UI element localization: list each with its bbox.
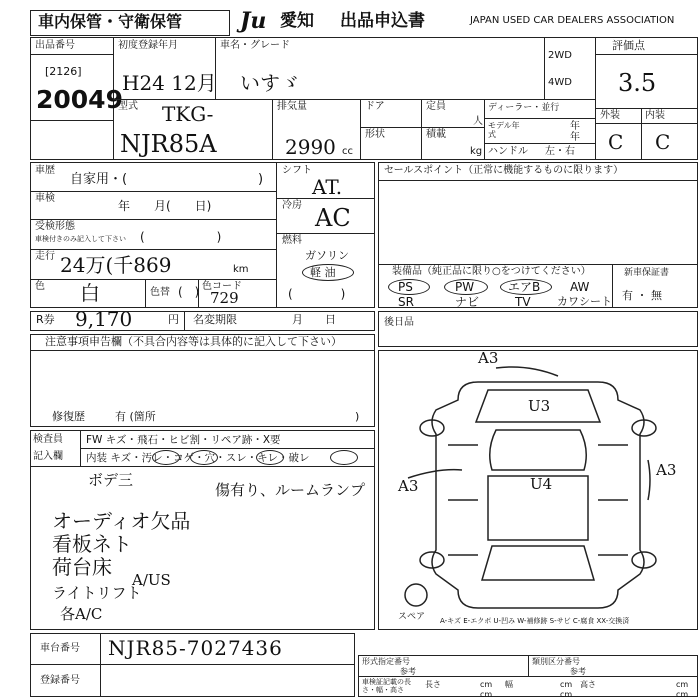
divider xyxy=(30,249,276,250)
chassis-value: NJR85-7027436 xyxy=(108,636,283,660)
inspector-label: 検査員 xyxy=(33,434,63,445)
ac-label: 冷房 xyxy=(282,200,302,211)
color-label: 色 xyxy=(35,281,45,292)
equip-aw: AW xyxy=(570,280,590,294)
entry-label: 記入欄 xyxy=(33,451,63,462)
divider xyxy=(276,162,277,308)
registration-label: 登録番号 xyxy=(40,675,80,686)
a3-top-mark xyxy=(496,367,558,376)
history-value: 自家用・( xyxy=(70,172,128,187)
fuel-label: 燃料 xyxy=(282,235,302,246)
first-reg-label: 初度登録年月 xyxy=(118,40,178,51)
ext-label: 外装 xyxy=(600,110,620,121)
repair-paren-close: ) xyxy=(355,410,360,423)
storage-title: 車内保管・守衛保管 xyxy=(38,12,183,31)
divider xyxy=(198,279,199,308)
divider xyxy=(641,108,642,160)
ac-value: AC xyxy=(315,204,351,232)
equip-navi: ナビ xyxy=(455,295,480,309)
divider xyxy=(421,99,422,160)
fuel-gas: ガソリン xyxy=(305,249,349,262)
divider xyxy=(80,448,375,449)
history-label: 車歴 xyxy=(35,165,55,176)
divider xyxy=(30,54,113,55)
handle-value: 左・右 xyxy=(545,146,575,157)
divider xyxy=(484,143,595,144)
color-value: 白 xyxy=(80,281,100,305)
hand-note-6: ライトリフト xyxy=(52,584,142,602)
divider xyxy=(595,54,698,55)
r-ticket-unit: 円 xyxy=(168,313,179,326)
int-value: C xyxy=(655,130,671,154)
windshield-outline xyxy=(490,430,587,470)
ref-label-1: 参考 xyxy=(400,667,416,676)
model-prefix: TKG- xyxy=(162,102,214,126)
hand-note-5: 荷台床 xyxy=(52,555,112,579)
cm-1: cm xyxy=(480,680,493,689)
divider xyxy=(30,350,375,351)
later-docs-label: 後日品 xyxy=(384,317,414,328)
mileage-value: 24万(千869 xyxy=(60,253,172,277)
divider xyxy=(528,655,529,676)
divider xyxy=(272,99,273,160)
org-name: 愛知 xyxy=(280,11,314,31)
lot-sub: [2126] xyxy=(45,65,82,78)
format-label: 形式指定番号 xyxy=(362,657,410,666)
color-code-label: 色コード xyxy=(202,281,242,292)
divider xyxy=(612,264,613,308)
doc-title: 出品申込書 xyxy=(340,11,425,31)
inspect-value: 年 月( 日) xyxy=(118,199,212,213)
cm-4: cm xyxy=(480,690,493,699)
divider xyxy=(30,219,276,220)
equip-leather: カワシート xyxy=(557,295,612,308)
equip-tv: TV xyxy=(515,295,531,309)
color-change-label: 色替 xyxy=(150,287,170,298)
notes-label: 注意事項申告欄（不具合内容等は具体的に記入して下さい） xyxy=(45,335,342,348)
interior-line: 内装 キズ・汚レ・コゲ・穴・スレ・キレ・破レ xyxy=(86,452,310,464)
dealer-label: ディーラー・並行 xyxy=(488,103,560,113)
divider xyxy=(360,99,361,160)
model-year-label: モデル年式 xyxy=(488,121,520,139)
displacement-unit: cc xyxy=(342,146,353,157)
cm-6: cm xyxy=(676,690,689,699)
equip-ps-circle xyxy=(388,279,430,295)
dirt-circle xyxy=(152,450,180,465)
ref-label-2: 参考 xyxy=(570,667,586,676)
shape-label: 形状 xyxy=(365,129,385,140)
hand-note-2: 傷有り、ルームランプ xyxy=(215,481,366,499)
divider xyxy=(595,37,596,160)
divider xyxy=(378,180,698,181)
hand-note-7: 各A/C xyxy=(60,605,103,623)
score-value: 3.5 xyxy=(618,69,657,97)
score-label: 評価点 xyxy=(612,39,645,52)
divider xyxy=(276,198,375,199)
width-label: 幅 xyxy=(505,680,513,689)
rear-glass-outline xyxy=(482,546,594,580)
sales-label: セールスポイント（正常に機能するものに限ります） xyxy=(384,165,624,176)
capacity-label: 定員 xyxy=(426,101,446,112)
divider xyxy=(358,676,698,677)
divider xyxy=(360,127,484,128)
load-unit: kg xyxy=(470,146,483,157)
divider xyxy=(276,233,375,234)
warranty-value: 有 ・ 無 xyxy=(622,289,662,302)
divider xyxy=(595,123,698,124)
repair-label: 修復歴 xyxy=(52,410,85,423)
equip-airbag: エアB xyxy=(508,280,541,294)
damage-u4: U4 xyxy=(530,475,553,493)
ext-value: C xyxy=(608,130,624,154)
renew-label: 名変期限 xyxy=(193,313,237,326)
a3-right-mark xyxy=(648,460,650,500)
cm-5: cm xyxy=(560,690,573,699)
chassis-label: 車台番号 xyxy=(40,643,80,654)
hand-note-8: A/US xyxy=(132,571,171,589)
displacement-label: 排気量 xyxy=(277,101,307,112)
equip-airbag-circle xyxy=(500,279,552,295)
car-name-value: いすゞ xyxy=(240,71,300,95)
cm-3: cm xyxy=(676,680,689,689)
door-label: ドア xyxy=(365,101,385,112)
inspect-label: 車検 xyxy=(35,193,55,204)
divider xyxy=(30,120,113,121)
model-value: NJR85A xyxy=(120,130,217,158)
hand-note-4: 看板ネト xyxy=(52,532,132,556)
first-reg-value: H24 12月 xyxy=(122,71,217,95)
burn-circle xyxy=(190,450,218,465)
form-label: 受検形態 xyxy=(35,221,75,232)
mileage-label: 走行 xyxy=(35,251,55,262)
shift-value: AT. xyxy=(312,175,343,199)
ju-logo: Ju xyxy=(240,8,267,34)
divider xyxy=(595,108,698,109)
divider xyxy=(30,191,276,192)
scuff-circle xyxy=(256,450,284,465)
equip-sr: SR xyxy=(398,295,414,309)
repair-value: 有 (箇所 xyxy=(115,410,156,423)
lot-number: 20049 xyxy=(36,85,123,114)
divider xyxy=(378,264,698,265)
fuel-paren: ( ) xyxy=(288,287,346,301)
tear-circle xyxy=(330,450,358,465)
car-name-label: 車名・グレード xyxy=(220,40,290,51)
spare-tire xyxy=(405,584,427,606)
divider xyxy=(184,311,185,331)
drive-2wd: 2WD xyxy=(548,50,572,61)
divider xyxy=(30,664,355,665)
form-note: 車検付きのみ記入して下さい xyxy=(35,235,126,243)
assoc-name: JAPAN USED CAR DEALERS ASSOCIATION xyxy=(470,15,675,26)
equip-ps: PS xyxy=(398,280,413,294)
fw-line: FW キズ・飛石・ヒビ割・リペア跡・X要 xyxy=(86,434,281,446)
model-label: 型式 xyxy=(118,101,138,112)
length-label: 長さ xyxy=(425,680,441,689)
divider xyxy=(30,466,375,467)
divider xyxy=(100,633,101,697)
divider xyxy=(113,99,595,100)
equip-pw-circle xyxy=(444,279,488,295)
dims-label: 車検証記載の長さ・幅・高さ xyxy=(362,678,411,694)
form-paren: ( ) xyxy=(140,230,222,244)
cm-2: cm xyxy=(560,680,573,689)
handle-label: ハンドル xyxy=(488,146,528,157)
drive-4wd: 4WD xyxy=(548,77,572,88)
model-year-unit: 年 xyxy=(570,121,580,132)
height-label: 高さ xyxy=(580,680,596,689)
load-label: 積載 xyxy=(426,129,446,140)
warranty-label: 新車保証書 xyxy=(624,268,670,278)
mileage-unit: km xyxy=(233,264,249,275)
equip-pw: PW xyxy=(455,280,475,294)
hand-note-3: オーディオ欠品 xyxy=(52,509,191,533)
divider xyxy=(484,99,485,160)
damage-u3: U3 xyxy=(528,397,551,415)
r-ticket-label: R券 xyxy=(36,313,55,326)
hand-note-1: ボデ三 xyxy=(88,471,134,489)
int-label: 内装 xyxy=(645,110,665,121)
divider xyxy=(30,279,276,280)
year-unit: 年 xyxy=(570,132,580,143)
divider xyxy=(544,37,545,99)
type-label: 類別区分番号 xyxy=(532,657,580,666)
lot-label: 出品番号 xyxy=(35,40,75,51)
later-docs-box xyxy=(378,311,698,347)
color-change-paren: ( ) xyxy=(178,285,200,299)
shift-label: シフト xyxy=(282,165,312,176)
damage-a3-right: A3 xyxy=(656,461,677,479)
spare-label: スペア xyxy=(398,612,426,622)
renew-value: 月 日 xyxy=(292,313,336,326)
r-ticket-value: 9,170 xyxy=(75,307,133,331)
displacement-value: 2990 xyxy=(285,135,336,159)
equipment-label: 装備品（純正品に限り○をつけてください） xyxy=(392,266,591,277)
body-outline xyxy=(432,382,644,608)
color-code-value: 729 xyxy=(210,289,239,307)
damage-legend: A-キズ E-エクボ U-凹み W-補修跡 S-サビ C-腐食 XX-交換済 xyxy=(440,617,630,625)
capacity-unit: 人 xyxy=(473,116,483,127)
divider xyxy=(484,118,595,119)
divider xyxy=(145,279,146,308)
damage-a3-top: A3 xyxy=(478,349,499,367)
fuel-diesel: 軽 油 xyxy=(310,266,336,279)
damage-a3-left: A3 xyxy=(398,477,419,495)
history-paren: ) xyxy=(258,172,264,187)
